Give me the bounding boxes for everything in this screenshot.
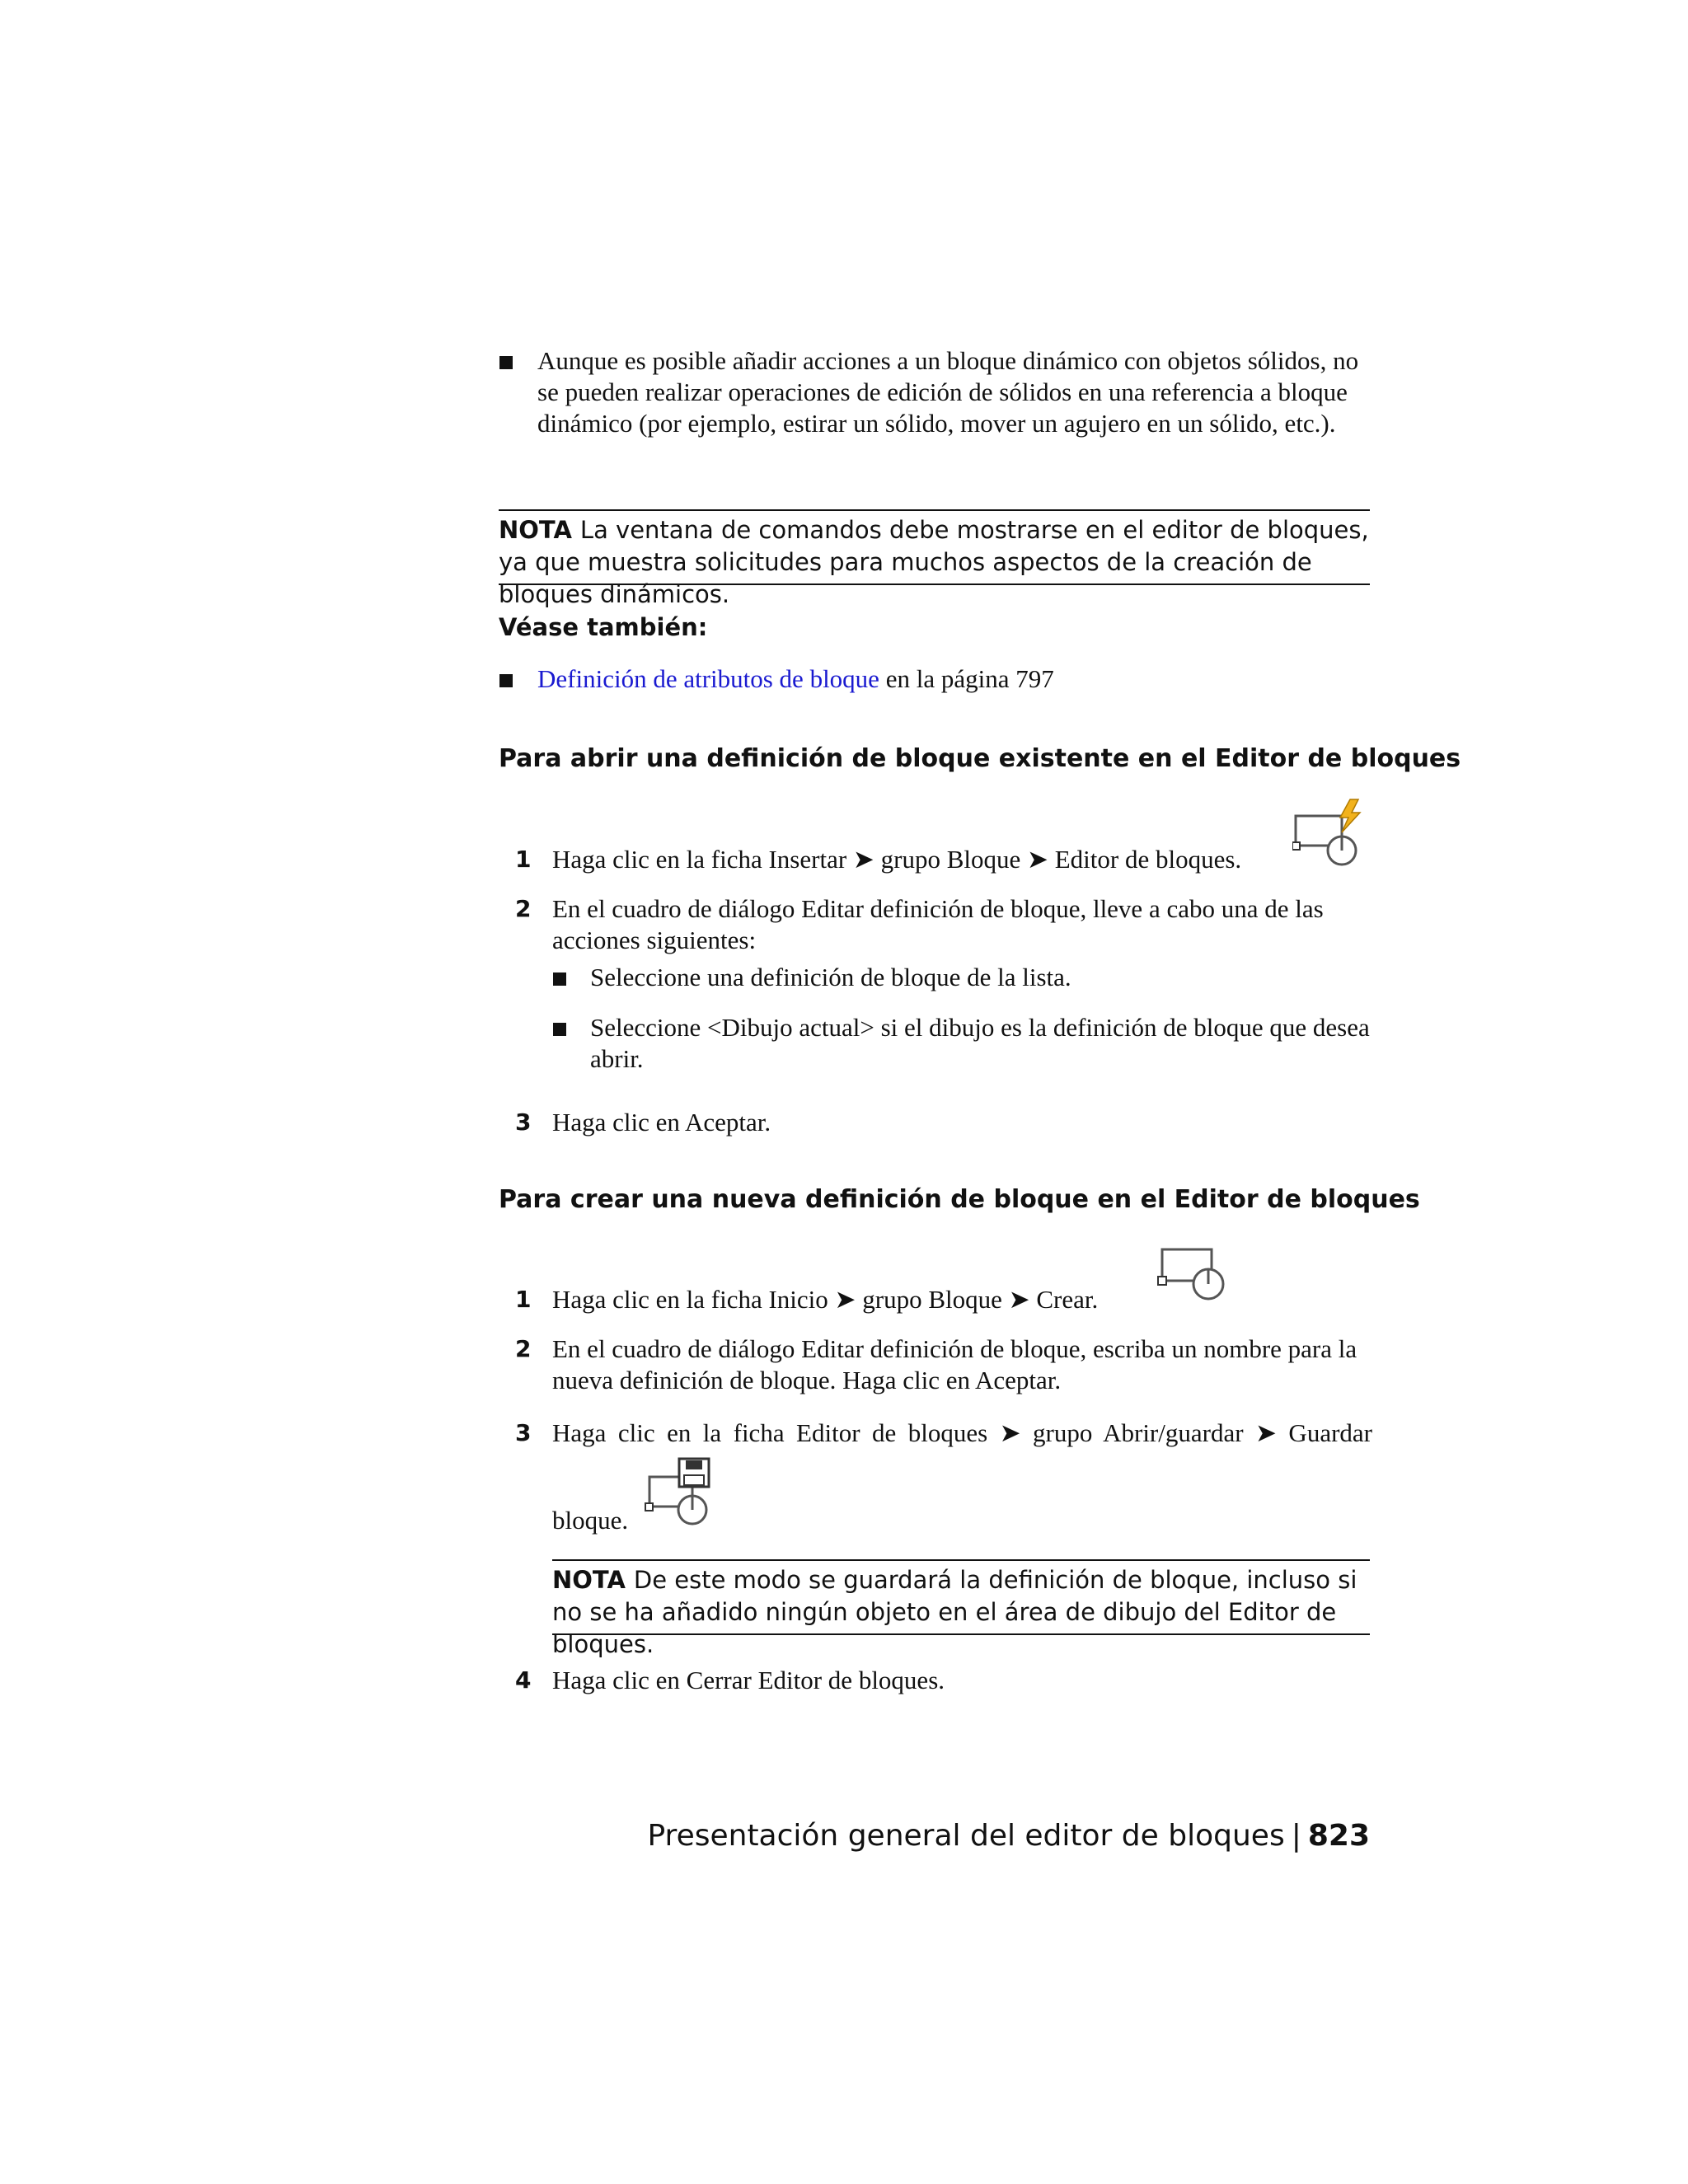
section2-heading: Para crear una nueva definición de bloque en el Editor de bloques: [499, 1185, 1420, 1214]
bullet-square-icon: [553, 1023, 566, 1036]
step-number: 1: [515, 846, 532, 873]
note-label: NOTA: [552, 1566, 626, 1594]
intro-bullet-text: Aunque es posible añadir acciones a un bloque dinámico con objetos sólidos, no se pueden realizar operaciones de edición de sólidos en una referencia a bloque dinámico (por ejemplo, estirar un sólido, mover un agujero en un sólido, etc.).: [537, 346, 1359, 438]
step-number: 1: [515, 1286, 532, 1313]
step-text: Haga clic en la ficha Inicio ➤ grupo Bloque ➤ Crear.: [552, 1285, 1099, 1314]
step-text-continued: bloque.: [552, 1506, 629, 1535]
bullet-square-icon: [499, 674, 513, 687]
page-footer: [647, 1818, 1370, 1854]
page-number: 823: [1307, 1819, 1370, 1853]
bullet-square-icon: [553, 972, 566, 986]
block-attribute-definition-link[interactable]: Definición de atributos de bloque: [537, 664, 879, 693]
step-text: Haga clic en Aceptar.: [552, 1108, 771, 1137]
step-number: 2: [515, 1335, 532, 1362]
footer-separator: |: [1291, 1819, 1301, 1853]
step-text: Haga clic en Cerrar Editor de bloques.: [552, 1666, 945, 1694]
create-block-icon: [1157, 1244, 1228, 1302]
bullet-square-icon: [499, 356, 513, 369]
section1-heading: Para abrir una definición de bloque existente en el Editor de bloques: [499, 744, 1461, 773]
note-label: NOTA: [499, 516, 572, 544]
step-text: En el cuadro de diálogo Editar definición de bloque, escriba un nombre para la nueva definición de bloque. Haga clic en Aceptar.: [552, 1334, 1357, 1394]
save-block-icon: [645, 1457, 719, 1531]
block-editor-icon: [1292, 798, 1367, 867]
step-number: 4: [515, 1666, 532, 1694]
note-text: De este modo se guardará la definición de bloque, incluso si no se ha añadido ningún objeto en el área de dibujo del Editor de bloques.: [552, 1566, 1357, 1658]
see-also-page-ref: en la página 797: [879, 664, 1054, 693]
step-text: En el cuadro de diálogo Editar definición de bloque, lleve a cabo una de las acciones siguientes:: [552, 894, 1324, 954]
note-box: [499, 509, 1370, 608]
footer-title: Presentación general del editor de bloques: [647, 1819, 1285, 1853]
sub-bullet-text: Seleccione <Dibujo actual> si el dibujo es la definición de bloque que desea abrir.: [590, 1013, 1370, 1073]
note-text: La ventana de comandos debe mostrarse en el editor de bloques, ya que muestra solicitudes para muchos aspectos de la creación de bloques dinámicos.: [499, 516, 1369, 608]
step-text: Haga clic en la ficha Editor de bloques ➤ grupo Abrir/guardar ➤ Guardar: [552, 1418, 1372, 1447]
step-number: 2: [515, 895, 532, 922]
see-also-heading: Véase también:: [499, 613, 708, 641]
step-number: 3: [515, 1108, 532, 1136]
sub-bullet-text: Seleccione una definición de bloque de la lista.: [590, 963, 1071, 991]
step-text: Haga clic en la ficha Insertar ➤ grupo Bloque ➤ Editor de bloques.: [552, 845, 1242, 874]
note-box: [552, 1559, 1370, 1658]
step-number: 3: [515, 1419, 532, 1446]
see-also-item: [537, 663, 1054, 695]
